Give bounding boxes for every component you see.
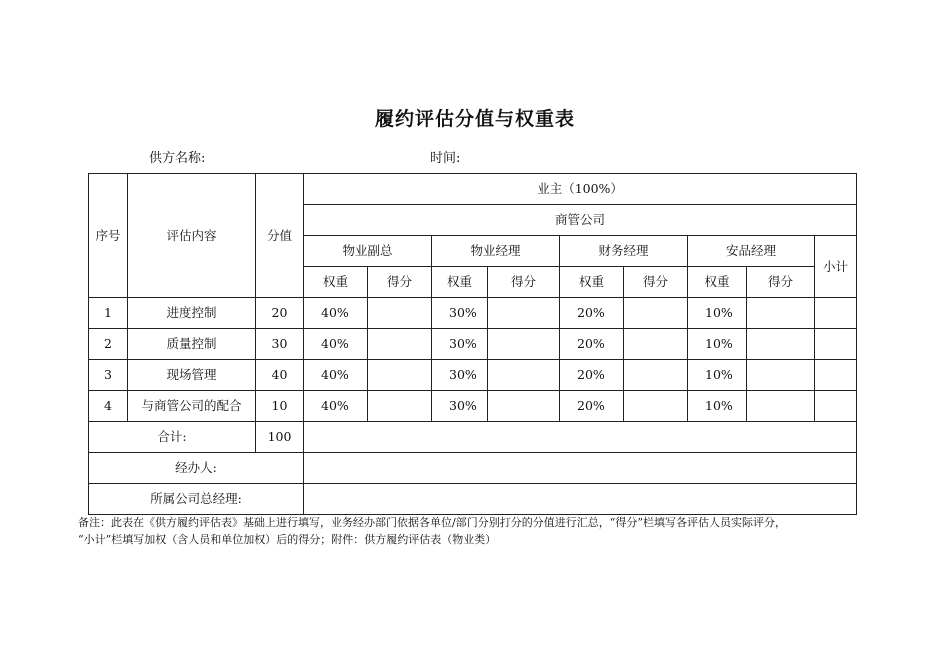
row-points-cell[interactable] xyxy=(747,298,815,329)
row-weight: 30% xyxy=(432,391,488,422)
header-seq: 序号 xyxy=(89,174,128,298)
row-weight: 10% xyxy=(688,391,747,422)
row-seq: 4 xyxy=(89,391,128,422)
table-row xyxy=(89,298,857,329)
row-points-cell[interactable] xyxy=(488,329,560,360)
header-role: 财务经理 xyxy=(560,236,688,267)
row-content: 与商管公司的配合 xyxy=(128,391,256,422)
row-seq: 1 xyxy=(89,298,128,329)
handler-field[interactable] xyxy=(304,453,857,484)
gm-field[interactable] xyxy=(304,484,857,515)
total-blank-cell[interactable] xyxy=(304,422,857,453)
document-title: 履约评估分值与权重表 xyxy=(374,108,575,130)
row-content: 质量控制 xyxy=(128,329,256,360)
evaluation-table xyxy=(88,173,857,515)
row-weight: 40% xyxy=(304,360,368,391)
remarks-line-2: “小计”栏填写加权（含人员和单位加权）后的得分；附件：供方履约评估表（物业类） xyxy=(78,533,497,546)
row-points-cell[interactable] xyxy=(624,298,688,329)
row-subtotal-cell[interactable] xyxy=(815,360,857,391)
total-label: 合计: xyxy=(89,422,256,453)
row-weight: 20% xyxy=(560,360,624,391)
header-weight: 权重 xyxy=(304,267,368,298)
row-seq: 3 xyxy=(89,360,128,391)
header-weight: 权重 xyxy=(560,267,624,298)
row-weight: 20% xyxy=(560,329,624,360)
row-content: 现场管理 xyxy=(128,360,256,391)
remarks xyxy=(78,514,878,548)
row-points-cell[interactable] xyxy=(747,360,815,391)
supplier-name-label: 供方名称: xyxy=(149,151,206,166)
table-row xyxy=(89,391,857,422)
row-weight: 40% xyxy=(304,298,368,329)
row-weight: 30% xyxy=(432,298,488,329)
row-weight: 30% xyxy=(432,329,488,360)
row-points-cell[interactable] xyxy=(624,329,688,360)
header-content: 评估内容 xyxy=(128,174,256,298)
row-subtotal-cell[interactable] xyxy=(815,391,857,422)
header-weight: 权重 xyxy=(432,267,488,298)
header-points: 得分 xyxy=(747,267,815,298)
row-weight: 10% xyxy=(688,360,747,391)
row-weight: 30% xyxy=(432,360,488,391)
header-points: 得分 xyxy=(624,267,688,298)
row-weight: 20% xyxy=(560,391,624,422)
row-points-cell[interactable] xyxy=(368,360,432,391)
row-score: 30 xyxy=(256,329,304,360)
total-value: 100 xyxy=(256,422,304,453)
header-points: 得分 xyxy=(368,267,432,298)
row-content: 进度控制 xyxy=(128,298,256,329)
row-points-cell[interactable] xyxy=(368,391,432,422)
row-points-cell[interactable] xyxy=(747,391,815,422)
row-subtotal-cell[interactable] xyxy=(815,298,857,329)
row-points-cell[interactable] xyxy=(488,298,560,329)
row-weight: 40% xyxy=(304,391,368,422)
row-points-cell[interactable] xyxy=(368,329,432,360)
header-subtotal: 小计 xyxy=(815,236,857,298)
row-subtotal-cell[interactable] xyxy=(815,329,857,360)
row-points-cell[interactable] xyxy=(747,329,815,360)
handler-label: 经办人: xyxy=(89,453,304,484)
time-label: 时间: xyxy=(430,151,461,166)
row-points-cell[interactable] xyxy=(624,360,688,391)
row-seq: 2 xyxy=(89,329,128,360)
header-company: 商管公司 xyxy=(304,205,857,236)
row-points-cell[interactable] xyxy=(488,360,560,391)
header-role: 物业经理 xyxy=(432,236,560,267)
row-weight: 20% xyxy=(560,298,624,329)
header-weight: 权重 xyxy=(688,267,747,298)
row-points-cell[interactable] xyxy=(624,391,688,422)
row-points-cell[interactable] xyxy=(368,298,432,329)
handler-row xyxy=(89,453,857,484)
row-score: 10 xyxy=(256,391,304,422)
gm-row xyxy=(89,484,857,515)
header-role: 安品经理 xyxy=(688,236,815,267)
row-score: 20 xyxy=(256,298,304,329)
row-weight: 40% xyxy=(304,329,368,360)
row-score: 40 xyxy=(256,360,304,391)
remarks-line-1: 备注：此表在《供方履约评估表》基础上进行填写，业务经办部门依据各单位/部门分别打分的分值进行汇总，“得分”栏填写各评估人员实际评分， xyxy=(78,516,786,529)
table-row xyxy=(89,329,857,360)
row-points-cell[interactable] xyxy=(488,391,560,422)
header-owner: 业主（100%） xyxy=(304,174,857,205)
header-points: 得分 xyxy=(488,267,560,298)
row-weight: 10% xyxy=(688,298,747,329)
header-role: 物业副总 xyxy=(304,236,432,267)
table-row xyxy=(89,360,857,391)
header-row-owner xyxy=(89,174,857,205)
row-weight: 10% xyxy=(688,329,747,360)
total-row xyxy=(89,422,857,453)
header-score: 分值 xyxy=(256,174,304,298)
gm-label: 所属公司总经理: xyxy=(89,484,304,515)
